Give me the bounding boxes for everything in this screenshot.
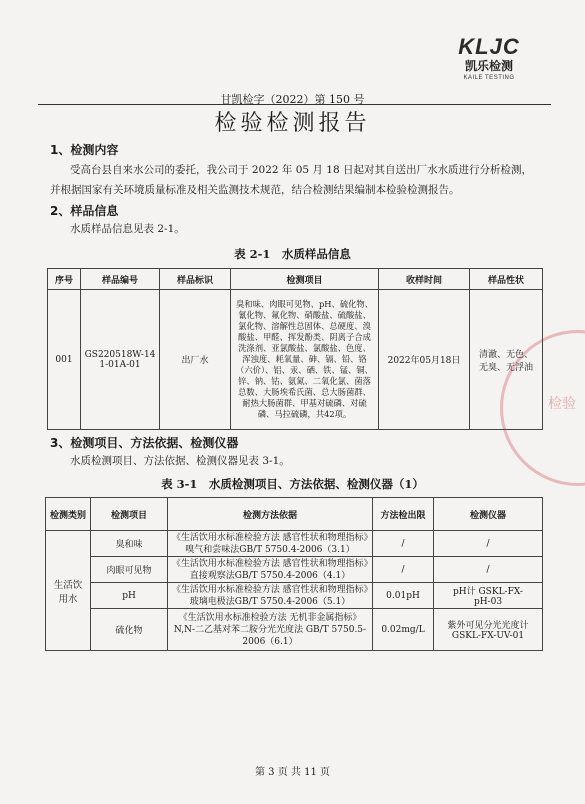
cell-receive-time: 2022年05月18日 <box>379 290 470 430</box>
cell-item: 硫化物 <box>91 609 168 651</box>
cell-item: pH <box>91 583 168 609</box>
document-number: 甘凯检字（2022）第 150 号 <box>220 93 365 106</box>
col-header: 检测项目 <box>91 498 168 531</box>
cell-items: 臭和味、肉眼可见物、pH、硫化物、氰化物、氟化物、硝酸盐、硫酸盐、氯化物、溶解性总固体、总硬度、溴酸盐、甲醛、挥发酚类、阴离子合成洗涤剂、亚氯酸盐、氯酸盐、色度、浑浊度、耗氧量、砷、镉、铅、铬（六价）、铝、汞、硒、铁、锰、铜、锌、钠、钴、氨氮、二氧化氯、菌落总数、大肠埃希氏菌、总大肠菌群、耐热大肠菌群、甲基对硫磷、对硫磷、马拉硫磷，共42项。 <box>231 290 379 430</box>
table-header-row <box>48 269 543 290</box>
section2-heading: 2、样品信息 <box>50 204 119 218</box>
cell-limit: / <box>373 557 434 583</box>
cell-seq: 001 <box>48 290 81 430</box>
cell-method: 《生活饮用水标准检验方法 感官性状和物理指标》玻璃电极法GB/T 5750.4-2006（5.1） <box>168 583 373 609</box>
section3-heading: 3、检测项目、方法依据、检测仪器 <box>50 436 239 450</box>
cell-method: 《生活饮用水标准检验方法 无机非金属指标》N,N-二乙基对苯二胺分光光度法 GB/T 5750.5-2006（6.1） <box>168 609 373 651</box>
col-header: 检测类别 <box>46 498 91 531</box>
table31-caption: 表 3-1 水质检测项目、方法依据、检测仪器（1） <box>161 477 424 491</box>
company-logo <box>454 36 524 82</box>
cell-item: 臭和味 <box>91 531 168 557</box>
logo-en-name: KAILE TESTING <box>463 75 515 81</box>
col-header: 样品性状 <box>470 269 543 290</box>
section1-text: 受高台县自来水公司的委托，我公司于 2022 年 05 月 18 日起对其自送出厂水水质进行分析检测，并根据国家有关环境质量标准及相关监测技术规范，结合检测结果编制本检验检测报告。 <box>50 164 532 196</box>
table-row <box>46 557 543 583</box>
seal-stamp-text: 检验 <box>548 396 576 412</box>
cell-instrument: / <box>434 557 543 583</box>
cell-method: 《生活饮用水标准检验方法 感官性状和物理指标》直接观察法GB/T 5750.4-2006（4.1） <box>168 557 373 583</box>
section3-text: 水质检测项目、方法依据、检测仪器见表 3-1。 <box>70 455 290 467</box>
col-header: 检测方法依据 <box>168 498 373 531</box>
col-header: 样品标识 <box>160 269 231 290</box>
col-header: 收样时间 <box>379 269 470 290</box>
cell-instrument: pH计 GSKL-FX-pH-03 <box>434 583 543 609</box>
table-row <box>46 531 543 557</box>
col-header: 检测项目 <box>231 269 379 290</box>
section1-heading: 1、检测内容 <box>50 143 119 157</box>
cell-sample-no: GS220518W-141-01A-01 <box>81 290 160 430</box>
table21-caption: 表 2-1 水质样品信息 <box>234 247 351 261</box>
cell-instrument: / <box>434 531 543 557</box>
header-rule <box>38 104 551 105</box>
page-footer: 第 3 页 共 11 页 <box>255 767 330 778</box>
col-header: 检测仪器 <box>434 498 543 531</box>
logo-cn-name: 凯乐检测 <box>464 59 513 73</box>
table-header-row <box>46 498 543 531</box>
cell-state: 清澈、无色、无臭、无浮油 <box>470 290 543 430</box>
cell-limit: 0.01pH <box>373 583 434 609</box>
cell-label: 出厂水 <box>160 290 231 430</box>
section2-text: 水质样品信息见表 2-1。 <box>70 223 185 235</box>
col-header: 样品编号 <box>81 269 160 290</box>
col-header: 方法检出限 <box>373 498 434 531</box>
page-title: 检验检测报告 <box>214 111 371 136</box>
cell-item: 肉眼可见物 <box>91 557 168 583</box>
cell-limit: / <box>373 531 434 557</box>
cell-instrument: 紫外可见分光光度计 GSKL-FX-UV-01 <box>434 609 543 651</box>
col-header: 序号 <box>48 269 81 290</box>
cell-category: 生活饮用水 <box>46 531 91 651</box>
table-row <box>46 609 543 651</box>
cell-method: 《生活饮用水标准检验方法 感官性状和物理指标》嗅气和尝味法GB/T 5750.4-2006（3.1） <box>168 531 373 557</box>
logo-mark: KLJC <box>458 34 520 59</box>
sample-info-table <box>47 268 543 430</box>
table-row <box>48 290 543 430</box>
table-row <box>46 583 543 609</box>
cell-limit: 0.02mg/L <box>373 609 434 651</box>
method-table <box>45 497 543 651</box>
